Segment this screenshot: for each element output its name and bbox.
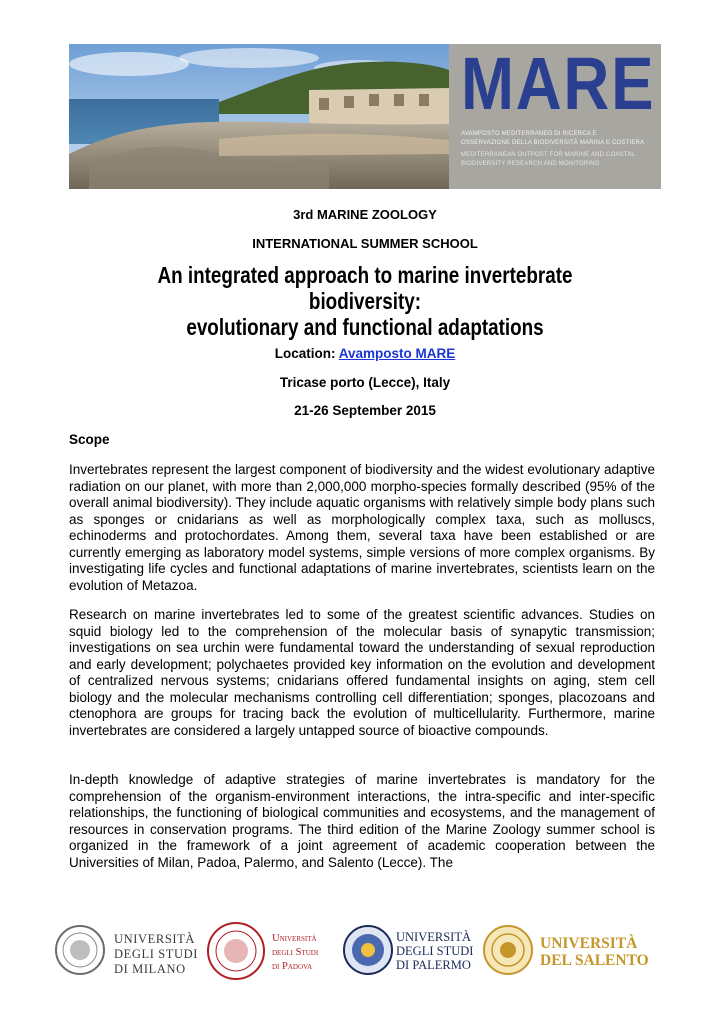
scope-paragraph-3: In-depth knowledge of adaptive strategies of marine invertebrates is mandatory for the comprehension of the organism-environment interactions, the intra-specific and inter-specific relationships, the functioning of biological communities and ecosystems, and the management of resources in conservation programs. The third edition of the Marine Zoology summer school is organized in the framework of a joint agreement of academic cooperation between the Universities of Milan, Padoa, Palermo, and Salento (Lecce). The: [69, 772, 655, 870]
location-line: [69, 346, 661, 361]
school-heading: INTERNATIONAL SUMMER SCHOOL: [252, 236, 478, 251]
milano-name-line1: UNIVERSITÀ: [114, 932, 195, 946]
palermo-seal-icon: [342, 924, 394, 976]
dates-line: 21-26 September 2015: [294, 403, 436, 418]
milano-seal-icon: [54, 924, 106, 976]
mare-tagline-2: OSSERVAZIONE DELLA BIODIVERSITÀ MARINA E COSTIERA: [461, 140, 645, 146]
padova-seal-icon: [206, 921, 266, 981]
document-title: [122, 262, 607, 340]
milano-name: [114, 932, 198, 977]
milano-name-line3: DI MILANO: [114, 962, 186, 976]
milano-name-line2: DEGLI STUDI: [114, 947, 199, 961]
scope-paragraph-1: Invertebrates represent the largest component of biodiversity and the widest evolutionary adaptive radiation on our planet, with more than 2,000,000 morpho-species formally described (95% of the overall animal biodiversity). They include aquatic organisms with relatively simple body plans such as sponges or cnidarians as well as morphologically complex taxa, such as molluscs, echinoderms and protochordates. Among them, several taxa have been established or are currently emerging as laboratory model systems, simple versions of more complex organisms. By investigating life cycles and functional adaptations of marine invertebrates, scientists learn on the evolution of Metazoa.: [69, 462, 655, 593]
logo-salento: [482, 921, 668, 983]
place-line: Tricase porto (Lecce), Italy: [279, 375, 451, 390]
mare-tagline-3: MEDITERRANEAN OUTPOST FOR MARINE AND COASTAL: [461, 152, 635, 158]
padova-name-line2: degli Studi: [272, 947, 319, 958]
salento-name-line2: DEL SALENTO: [540, 952, 649, 969]
mare-logo: [449, 44, 661, 189]
logo-milano: [52, 921, 202, 983]
padova-name-line3: di Padova: [272, 961, 313, 972]
logo-padova: [204, 921, 344, 983]
mare-wordmark: MARE: [461, 44, 656, 125]
title-line-1: An integrated approach to marine invertebrate biodiversity:: [157, 262, 573, 314]
university-logos: [52, 921, 672, 983]
mare-tagline-4: BIODIVERSITY RESEARCH AND MONITORING: [461, 161, 600, 167]
salento-name-line1: UNIVERSITÀ: [540, 935, 638, 952]
palermo-name-line1: UNIVERSITÀ: [396, 930, 471, 944]
title-line-2: evolutionary and functional adaptations: [186, 314, 544, 340]
palermo-name-line2: DEGLI STUDI: [396, 944, 474, 958]
header-banner: [69, 44, 661, 189]
scope-heading: Scope: [69, 432, 110, 447]
palermo-name-line3: DI PALERMO: [396, 958, 471, 972]
mare-tagline-1: AVAMPOSTO MEDITERRANEO DI RICERCA E: [461, 131, 597, 137]
palermo-name: [396, 930, 473, 972]
location-link[interactable]: Avamposto MARE: [338, 346, 456, 361]
location-label: Location:: [274, 346, 336, 361]
coastline-photo: [69, 44, 449, 189]
edition-heading: 3rd MARINE ZOOLOGY: [293, 207, 437, 222]
padova-name-line1: Università: [272, 933, 317, 944]
salento-name: [540, 935, 649, 969]
salento-seal-icon: [482, 924, 534, 976]
logo-palermo: [342, 921, 482, 983]
padova-name: [272, 932, 318, 974]
scope-paragraph-2: Research on marine invertebrates led to some of the greatest scientific advances. Studies on squid biology led to the comprehension of the molecular basis of synapytic transmission; investigations on sea urchin were fundamental toward the understanding of sexual reproduction and early development; polychaetes provided key information on the evolution and development of centralized nervous systems; cnidarians offered fundamental insights on aging, stem cell biology and the molecular mechanisms controlling cell differentiation; sponges, placozoans and ctenophora are groups for tracing back the evolution of multicellularity. Furthermore, marine invertebrates are considered a largely untapped source of bioactive compounds.: [69, 607, 655, 738]
